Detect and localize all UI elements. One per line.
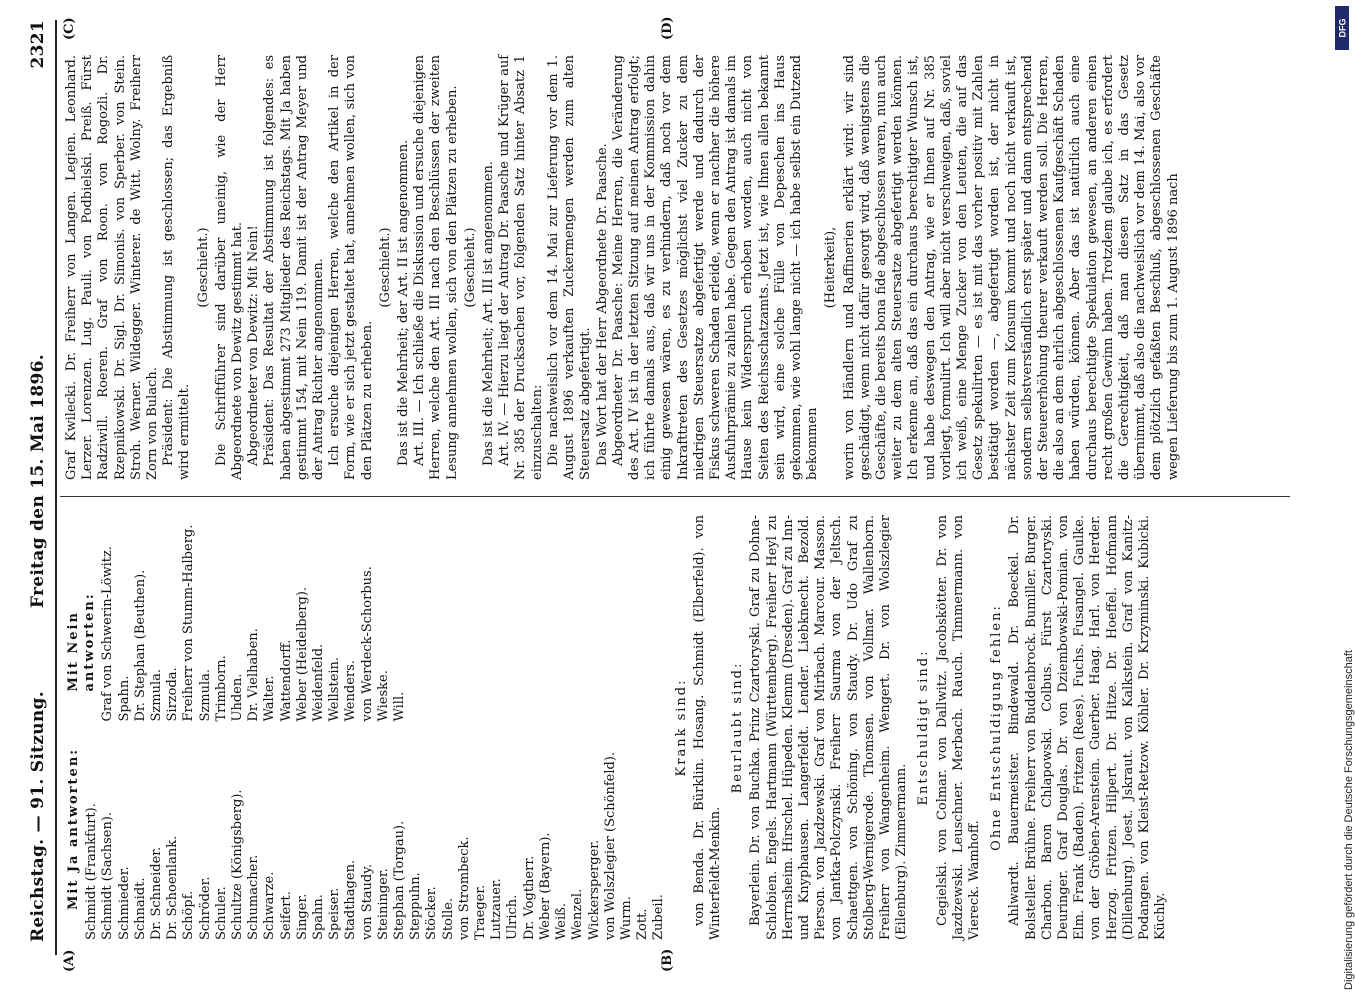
no-heading: Mit Nein antworten: <box>66 592 98 692</box>
paragraph-4: Die Schriftführer sind darüber uneinig, wie der Herr Abgeordnete von Dewitz gestimmt hat. <box>213 55 246 480</box>
voter-name: Speiser. <box>327 887 343 940</box>
no-names <box>100 515 408 722</box>
header-session: Reichstag. — 91. Sitzung. <box>28 691 48 942</box>
paragraph-14: Die nachweislich vor dem 14. Mai zur Lieferung vor dem 1. August 1896 verkauften Zuckermengen werden zum alten Steuersatz abgefertigt. <box>545 55 594 480</box>
page-header <box>8 20 48 942</box>
ohne-text: Ahlwardt. Bauermeister. Bindewald. Dr. Boeckel. Dr. Bolsteller. Brühne. Freiherr von Buddenbrock. Bumiller. Burger. Charbon. Baron Chlapowski. Colbus. Fürst Czartoryski. Deuringer. Graf Douglas. Dr. von Dziembowski-Pomian. von Elm. Frank (Baden). Fritzen (Rees). Fuchs. Fusangel. Gaulke. von der Gröben-Arenstein. Guerber. Haag. Harl. von Herder. Herzog. Fritzen. Hilpert. Dr. Hitze. Dr. Hoeffel. Hofmann (Dillenburg). Joest. Jskraut. von Kalkstein. Graf von Kanitz-Podangen. von Kleist-Retzow. Köhler. Dr. Krzyminski. Kubicki. Küchly. <box>1007 515 1169 940</box>
krank-text: von Benda. Dr. Bürklin. Hosang. Schmidt (Elberfeld). von Winterfeldt-Menkin. <box>691 515 723 940</box>
yes-heading: Mit Ja antworten: <box>66 747 81 910</box>
yes-names <box>84 734 667 941</box>
paragraph-15: Das Wort hat der Herr Abgeordnete Dr. Paasche. <box>594 143 610 466</box>
voter-name: Szmula. <box>149 669 165 722</box>
ohne-heading: Ohne Entschuldigung fehlen: <box>989 604 1005 851</box>
digitization-note: Digitalisierung gefördert durch die Deutsche Forschungsgemeinschaft <box>1343 650 1355 990</box>
margin-marker-b: (B) <box>660 948 675 972</box>
yes-list <box>64 734 668 941</box>
voter-name: Zubeil. <box>651 894 667 940</box>
voter-name: Schröder. <box>197 876 213 940</box>
voter-name: Schumacher. <box>246 854 262 940</box>
voter-name: Dr. Vielhaben. <box>246 628 262 722</box>
voter-name: Will. <box>392 691 408 722</box>
voter-name: Sirzoda. <box>165 667 181 722</box>
voter-name: von Staudy. <box>359 863 375 940</box>
voter-name: von Wolszlegier (Schönfeld). <box>602 751 618 940</box>
margin-marker-d: (D) <box>660 16 675 40</box>
voter-name: Schmidt (Sachsen). <box>100 811 116 940</box>
voter-name: Szmula. <box>197 669 213 722</box>
voter-name: Schnaidt. <box>132 877 148 940</box>
voter-name: Wenders. <box>343 660 359 722</box>
voter-name: Dr. Stephan (Beuthen). <box>132 569 148 722</box>
voter-name: Spahn. <box>116 675 132 722</box>
header-rule <box>55 20 57 955</box>
paragraph-6: Präsident: Das Resultat der Abstimmung ist folgendes: es haben abgestimmt 273 Mitglieder des Reichstags. Mit Ja haben gestimmt 154, mit Nein 119. Damit ist der Antrag Meyer und der Antrag Richter angenommen. <box>262 55 327 480</box>
voter-name: Zott. <box>635 908 651 940</box>
voter-name: Seifert. <box>278 891 294 940</box>
voter-name: Schultze (Königsberg). <box>230 789 246 940</box>
paragraph-2: Präsident: Die Abstimmung ist geschlossen; das Ergebniß wird ermittelt. <box>161 55 193 480</box>
beurlaubt-heading: Beurlaubt sind: <box>730 661 746 794</box>
paragraph-1: Graf Kwilecki. Dr. Freiherr von Langen. Legien. Leonhard. Lerzer. Lorenzen. Lug. Pauli. von Podbielski. Preiß. Fürst Radziwill. Roeren. Graf von Roon. von Rogozli. Dr. Rzepnikowski. Dr. Sigl. Dr. Simonis. von Sperber. von Stein. Stroh. Werner. Wildegger. Winterer. de Witt. Wolny. Freiherr Zorn von Bulach. <box>64 55 161 480</box>
voter-name: Traeger. <box>473 884 489 940</box>
voter-name: von Strombeck. <box>456 836 472 940</box>
voter-name: Spahn. <box>311 894 327 940</box>
paragraph-18: worin von Händlern und Raffinerien erklärt wird: wir sind geschädigt, wenn nicht dafür gesorgt wird, daß wenigstens die Geschäfte, die bereits bona fide abgeschlossen waren, nun auch weiter zu dem alten Steuersatze abgefertigt werden können. Ich erkenne an, daß das ein durchaus berechtigter Wunsch ist, und habe deswegen den Antrag, wie er Ihnen auf Nr. 385 vorliegt, formulirt. Ich will aber nicht verschweigen, daß, soviel ich weiß, eine Menge Zucker von den Leuten, die auf das Gesetz spekulirten — es ist mit das vorher positiv mit Zahlen bestätigt worden —, abgefertigt worden ist, der nicht in nächster Zeit zum Konsum kommt und noch nicht verkauft ist, sondern selbstverständlich erst später und dann entsprechend der Steuererhöhung theurer verkauft werden soll. Die Herren, die also an dem ehrlich abgeschlossenen Kaufgeschäft Schaden haben würden, können. Aber das ist natürlich auch eine durchaus berechtigte Spekulation gewesen, an anderen einen recht großen Gewinn haben. Trotzdem glaube ich, es erfordert die Gerechtigkeit, daß man diesen Satz in das Gesetz übernimmt, daß also die nachweislich vor dem 14. Mai, also vor dem plötzlich gefaßten Beschluß, abgeschlossenen Geschäfte wegen Lieferung bis zum 1. August 1896 nach <box>841 55 1181 480</box>
paragraph-10: Art. III. — Ich schließe die Diskussion und ersuche diejenigen Herren, welche den Art. III nach den Beschlüssen der zweiten Lesung annehmen wollen, sich von den Plätzen zu erheben. <box>412 55 460 480</box>
voter-name: Schwarze. <box>262 871 278 940</box>
paragraph-11: (Geschieht.) <box>462 227 478 308</box>
voter-name: Weber (Heidelberg). <box>294 586 310 722</box>
voter-name: Steininger. <box>375 868 391 940</box>
entschuldigt-heading: Entschuldigt sind: <box>916 649 932 806</box>
column-divider <box>60 496 1290 497</box>
voter-name: Schuler. <box>213 886 229 940</box>
voter-name: Ulrich. <box>505 894 521 940</box>
paragraph-9: Das ist die Mehrheit; der Art. II ist angenommen. <box>396 139 412 466</box>
voter-name: Lutzauer. <box>489 878 505 940</box>
voter-name: Wattendorff. <box>278 639 294 722</box>
voter-name: Weidenfeld. <box>311 643 327 722</box>
header-date: Freitag den 15. Mai 1896. <box>28 353 48 609</box>
margin-marker-c: (C) <box>62 17 77 40</box>
no-list <box>64 515 668 722</box>
page-number: 2321 <box>28 20 48 69</box>
voter-name: Wieske. <box>375 670 391 722</box>
left-column <box>64 515 1300 940</box>
voter-name: von Werdeck-Schorbus. <box>359 566 375 722</box>
paragraph-17: (Heiterkeit), <box>823 226 839 309</box>
voter-name: Schmidt (Frankfurt). <box>84 803 100 940</box>
voter-name: Weber (Bayern). <box>537 832 553 940</box>
voter-name: Wickersperger. <box>586 839 602 940</box>
voter-name: Singer. <box>294 893 310 940</box>
digitization-credit <box>1331 0 1353 1000</box>
voter-name: Stolle. <box>440 897 456 940</box>
right-column <box>64 55 1300 480</box>
voter-name: Wenzel. <box>570 888 586 940</box>
voter-name: Uhden. <box>230 673 246 722</box>
voter-name: Stephan (Torgau). <box>392 820 408 940</box>
vote-lists <box>64 515 668 940</box>
voter-name: Weiß. <box>554 903 570 940</box>
voter-name: Graf von Schwerin-Löwitz. <box>100 546 116 722</box>
dfg-logo-text: DFG <box>1337 18 1347 38</box>
paragraph-7: Ich ersuche diejenigen Herren, welche den Artikel in der Form, wie er sich jetzt gestaltet hat, annehmen wollen, sich von den Plätzen zu erheben. <box>327 55 375 480</box>
voter-name: Dr. Vogtherr. <box>521 855 537 940</box>
voter-name: Wellstein. <box>327 656 343 722</box>
paragraph-5: Abgeordneter von Dewitz: Mit Nein! <box>246 225 262 466</box>
voter-name: Schöpf. <box>181 890 197 940</box>
paragraph-13: Art. IV. — Hierzu liegt der Antrag Dr. Paasche und Krüger auf Nr. 385 der Drucksachen vor, folgenden Satz hinter Absatz 1 einzuschalten: <box>497 55 545 480</box>
voter-name: Wurm. <box>618 896 634 940</box>
voter-name: Stadthagen. <box>343 859 359 940</box>
krank-heading: Krank sind: <box>673 678 689 777</box>
margin-marker-a: (A) <box>62 949 77 972</box>
voter-name: Dr. Schoenlank. <box>165 835 181 940</box>
paragraph-12: Das ist die Mehrheit; Art. III ist angenommen. <box>481 160 497 466</box>
paragraph-8: (Geschieht.) <box>377 227 393 308</box>
voter-name: Schmieder. <box>116 866 132 940</box>
entschuldigt-text: Cegielski. von Colmar. von Dallwitz. Jacobskötter. Dr. von Jazdzewski. Leuschner. Merbach. Rauch. Timmermann. von Viereck. Wamhoff. <box>934 515 982 940</box>
paragraph-3: (Geschieht.) <box>195 227 211 308</box>
paragraph-16: Abgeordneter Dr. Paasche: Meine Herren, die Veränderung des Art. IV ist in der letzten Sitzung auf meinen Antrag erfolgt; ich führte damals aus, daß wir uns in der Kommission dahin einig gewesen wären, es zu verhindern, daß noch vor dem Inkrafttreten des Gesetzes möglichst viel Zucker zu dem niedrigen Steuersatze abgefertigt werde und dadurch der Fiskus schweren Schaden erleide, wenn er nachher die höhere Ausfuhrprämie zu zahlen habe. Gegen den Antrag ist damals im Hause kein Widerspruch erhoben worden, auch nicht von Seiten des Reichsschatzamts. Jetzt ist, wie Ihnen allen bekannt sein wird, eine solche Fülle von Depeschen ins Haus gekommen, wie wohl lange nicht — ich habe selbst ein Dutzend bekommen <box>610 55 821 480</box>
voter-name: Stöcker. <box>424 886 440 940</box>
voter-name: Trimborn. <box>213 655 229 722</box>
voter-name: Dr. Schneider. <box>149 846 165 940</box>
voter-name: Walter. <box>262 675 278 722</box>
beurlaubt-text: Bayerlein. Dr. von Buchka. Prinz Czartoryski. Graf zu Dohna-Schlobien. Engels. Hartmann (Württemberg). Freiherr Heyl zu Herrnsheim. Hirschel. Hüpeden. Klemm (Dresden). Graf zu Inn- und Knyphausen. Langerfeldt. Lender. Liebknecht. Bezold. Pierson. von Jazdzewski. Graf von Mirbach. Marcour. Masson. von Jantka-Polczynski. Freiherr Saurma von der Jeltsch. Schaettgen. von Schöning. von Staudy. Dr. Udo Graf zu Stolberg-Wernigerode. Thomsen. von Vollmar. Wallenborn. Freiherr von Wangenheim. Wengert. Dr. von Wolszlegier (Eilenburg). Zimmermann. <box>748 515 910 940</box>
voter-name: Steppuhn. <box>408 872 424 940</box>
voter-name: Freiherr von Stumm-Halberg. <box>181 524 197 722</box>
dfg-logo <box>1335 6 1349 50</box>
